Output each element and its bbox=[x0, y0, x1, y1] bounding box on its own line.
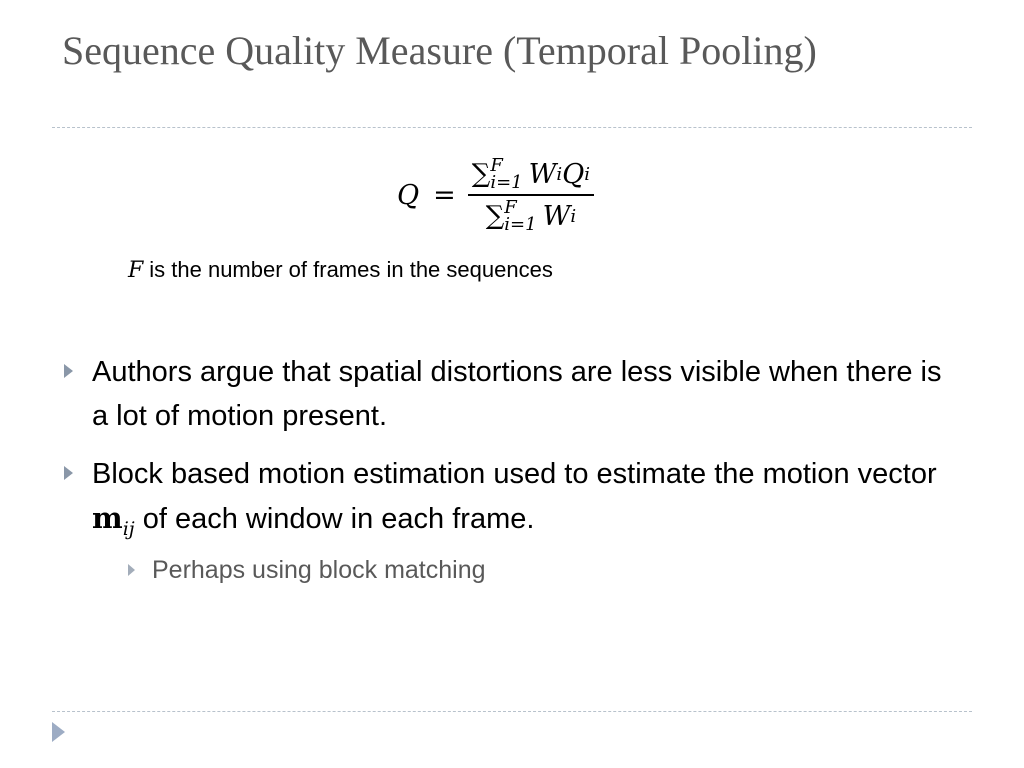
weight-term: W bbox=[542, 200, 571, 232]
next-slide-arrow-icon[interactable] bbox=[52, 722, 65, 742]
bullet-text-before: Block based motion estimation used to estimate the motion vector bbox=[92, 458, 937, 490]
motion-vector-letter: m bbox=[92, 501, 123, 535]
sum-limits bbox=[490, 157, 522, 191]
sum-symbol: ∑ bbox=[485, 201, 505, 231]
top-divider bbox=[52, 127, 972, 128]
formula-numerator bbox=[468, 157, 594, 191]
formula-note bbox=[128, 257, 553, 283]
sub-list-item bbox=[92, 553, 942, 587]
triangle-right-icon bbox=[128, 564, 135, 576]
formula-fraction bbox=[468, 157, 594, 233]
sum-symbol: ∑ bbox=[471, 159, 491, 189]
bullet-text: Authors argue that spatial distortions are less visible when there is a lot of motion present. bbox=[92, 356, 942, 432]
quality-term: Q bbox=[562, 158, 585, 190]
weight-index: i bbox=[556, 163, 563, 185]
formula-lhs: Q bbox=[397, 179, 420, 211]
note-variable: F bbox=[128, 258, 144, 283]
list-item bbox=[62, 350, 942, 438]
sum-upper-limit: F bbox=[504, 197, 517, 218]
sum-upper-limit: F bbox=[490, 155, 503, 176]
sub-bullet-text: Perhaps using block matching bbox=[152, 555, 486, 584]
temporal-pooling-formula bbox=[397, 143, 594, 247]
bullet-list bbox=[62, 350, 942, 601]
formula-equals: = bbox=[433, 179, 456, 211]
motion-vector-subscript: ij bbox=[122, 517, 135, 540]
sum-limits bbox=[504, 199, 536, 233]
fraction-bar bbox=[468, 194, 594, 196]
motion-vector-symbol bbox=[92, 501, 135, 540]
quality-index: i bbox=[584, 163, 591, 185]
bottom-divider bbox=[52, 711, 972, 712]
formula-denominator bbox=[482, 199, 580, 233]
sum-lower-limit: i=1 bbox=[504, 214, 537, 235]
triangle-right-icon bbox=[64, 466, 73, 480]
slide-title: Sequence Quality Measure (Temporal Pooling) bbox=[62, 28, 817, 73]
bullet-text-after: of each window in each frame. bbox=[142, 503, 535, 535]
triangle-right-icon bbox=[64, 364, 73, 378]
weight-term: W bbox=[528, 158, 557, 190]
bullet-text bbox=[92, 452, 942, 551]
list-item bbox=[62, 452, 942, 587]
weight-index: i bbox=[570, 205, 577, 227]
sum-lower-limit: i=1 bbox=[490, 172, 523, 193]
note-text: is the number of frames in the sequences bbox=[149, 257, 553, 282]
